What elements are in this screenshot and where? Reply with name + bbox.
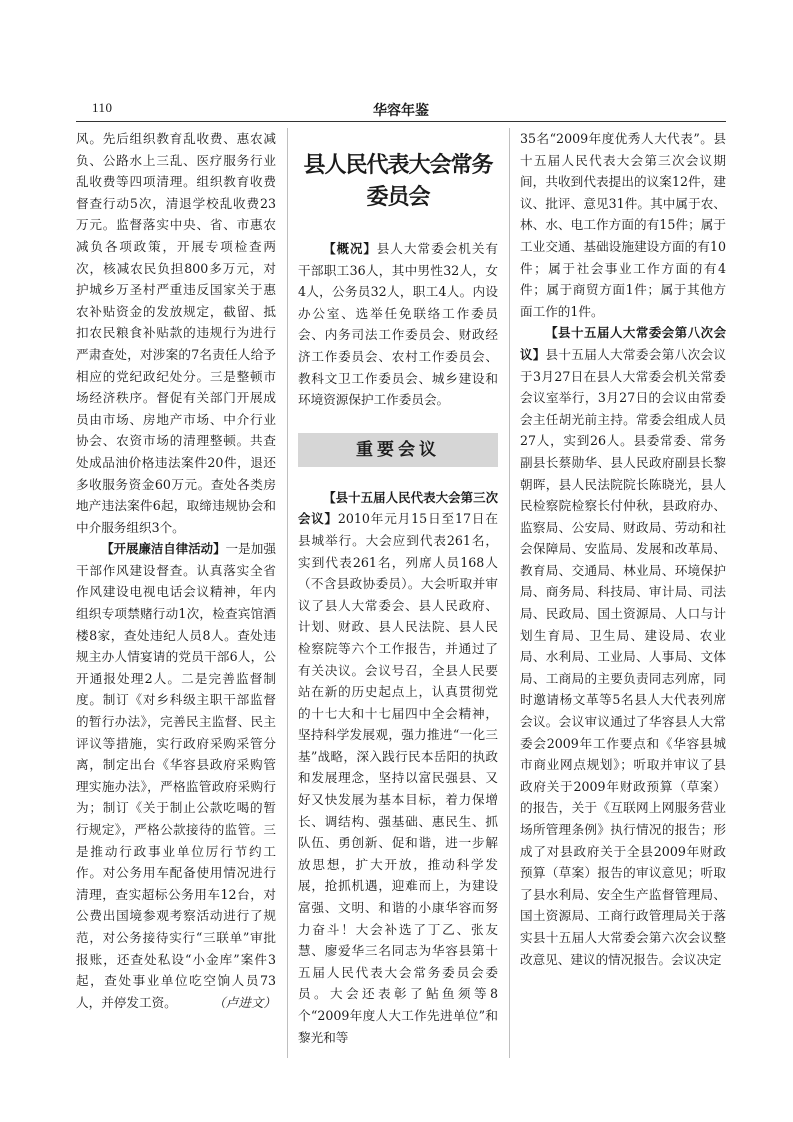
- column-3: [520, 128, 726, 1068]
- column-divider-2: [509, 128, 510, 1058]
- page-number: 110: [92, 100, 113, 115]
- running-title: 华容年鉴: [373, 103, 429, 119]
- page-header: [76, 100, 726, 120]
- column-1: [76, 128, 276, 1068]
- entry-body-self-discipline: 一是加强干部作风建设督查。认真落实全省作风建设电视电话会议精神，年内组织专项禁赌行动1次，检查宾馆酒楼8家，查处违纪人员8人。查处违规主办人情宴请的党员干部6人，公开通报处理2人。二是完善监督制度。制订《对乡科级主职干部监督的暂行办法》，完善民主监督、民主评议等措施，实行政府采购采管分离，制定出台《华容县政府采购管理实施办法》，严格监管政府采购行为；制订《关于制止公款吃喝的暂行规定》，严格公款接待的监管。三是推动行政事业单位厉行节约工作。对公务用车配备使用情况进行清理，查实超标公务用车12台，对公费出国境参观考察活动进行了规范，对公务接待实行“三联单”审批报账，还查处私设“小金库”案件3起，查处事业单位吃空饷人员73人，并停发工资。: [76, 541, 276, 1010]
- entry-body-third-session: 2010年元月15日至17日在县城举行。大会应到代表261名，实到代表261名，列席人员168人（不含县政协委员）。大会听取并审议了县人大常委会、县人民政府、计划、财政、县人民法院、县人民检察院等六个工作报告，并通过了有关决议。会议号召，全县人民要站在新的历史起点上，认真贯彻党的十七大和十七届四中全会精神，坚持科学发展观，强力推进“一化三基”战略，深入践行民本岳阳的执政和发展理念，坚持以富民强县、又好又快发展为基本目标，着力保增长、调结构、强基础、惠民生、抓队伍、勇创新、促和谐，进一步解放思想，扩大开放，推动科学发展，抢抓机遇，迎难而上，为建设富强、文明、和谐的小康华容而努力奋斗！大会补选了丁乙、张友慧、廖爱华三名同志为华容县第十五届人民代表大会常务委员会委员。大会还表彰了鲇鱼须等8个“2009年度人大工作先进单位”和黎光和等: [298, 511, 498, 1045]
- column-divider-1: [287, 128, 288, 1058]
- paragraph-self-discipline: [76, 538, 276, 1013]
- paragraph-motions: 35名“2009年度优秀人大代表”。县十五届人民代表大会第三次会议期间，共收到代表提出的议案12件，建议、批评、意见31件。其中属于农、林、水、电工作方面的有15件；属于工业交通、基础设施建设方面的有10件；属于社会事业工作方面的有4件；属于商贸方面1件；属于其他方面工作的1件。: [520, 131, 726, 319]
- entry-body-overview: 县人大常委会机关有干部职工36人，其中男性32人，女4人，公务员32人，职工4人。内设办公室、选举任免联络工作委员会、内务司法工作委员会、财政经济工作委员会、农村工作委员会、教科文卫工作委员会、城乡建设和环境资源保护工作委员会。: [298, 241, 498, 408]
- section-title: 县人民代表大会常务委员会: [303, 153, 493, 210]
- entry-heading-third-session: 【县十五届人民代表大会第三次会议】: [298, 489, 498, 527]
- subsection-banner: 重要会议: [298, 433, 498, 467]
- entry-heading-overview: 【概况】: [323, 241, 377, 256]
- entry-body-eighth-meeting: 县十五届人大常委会第八次会议于3月27日在县人大常委会机关常委会议室举行，3月27日的会议由常委会主任胡光前主持。常委会组成人员27人，实到26人。县委常委、常务副县长蔡勋华、县人民政府副县长黎朝晖，县人民法院院长陈晓光，县人民检察院检察长付仲秋，县政府办、监察局、公安局、财政局、劳动和社会保障局、安监局、发展和改革局、教育局、交通局、林业局、环境保护局、商务局、科技局、审计局、司法局、民政局、国土资源局、人口与计划生育局、卫生局、建设局、农业局、水利局、工业局、人事局、文体局、工商局的主要负责同志列席，同时邀请杨文革等5名县人大代表列席会议。会议审议通过了华容县人大常委会2009年工作要点和《华容县城市商业网点规划》；听取并审议了县政府关于2009年财政预算（草案）的报告，关于《互联网上网服务营业场所管理条例》执行情况的报告；形成了对县政府关于全县2009年财政预算（草案）报告的审议意见；听取了县水利局、安全生产监督管理局、国土资源局、工商行政管理局关于落实县十五届人大常委会第六次会议整改意见、建议的情况报告。会议决定: [520, 346, 726, 967]
- entry-heading-eighth-meeting: 【县十五届人大常委会第八次会议】: [520, 325, 726, 362]
- entry-heading-self-discipline: 【开展廉洁自律活动】: [101, 541, 226, 557]
- paragraph-third-session: [298, 487, 498, 1048]
- paragraph-eighth-meeting: [520, 322, 726, 970]
- column-2: [298, 140, 498, 1080]
- author-credit: （卢进文）: [213, 994, 276, 1010]
- paragraph-overview: [298, 238, 498, 411]
- header-rule: [76, 121, 726, 122]
- paragraph-market-order: 风。先后组织教育乱收费、惠农减负、公路水上三乱、医疗服务行业乱收费等四项清理。组织教育收费督查行动5次，清退学校乱收费23万元。监督落实中央、省、市惠农减负各项政策，开展专项检查两次，核减农民负担800多万元，对护城乡万圣村严重违反国家关于惠农补贴资金的发放规定，截留、抵扣农民粮食补贴款的违规行为进行严肃查处，对涉案的7名责任人给予相应的党纪政纪处分。三是整顿市场经济秩序。督促有关部门开展成员由市场、房地产市场、中介行业协会、农资市场的清理整顿。共查处成品油价格违法案件20件，退还多收服务资金60万元。查处各类房地产违法案件6起，取缔违规协会和中介服务组织3个。: [76, 131, 276, 535]
